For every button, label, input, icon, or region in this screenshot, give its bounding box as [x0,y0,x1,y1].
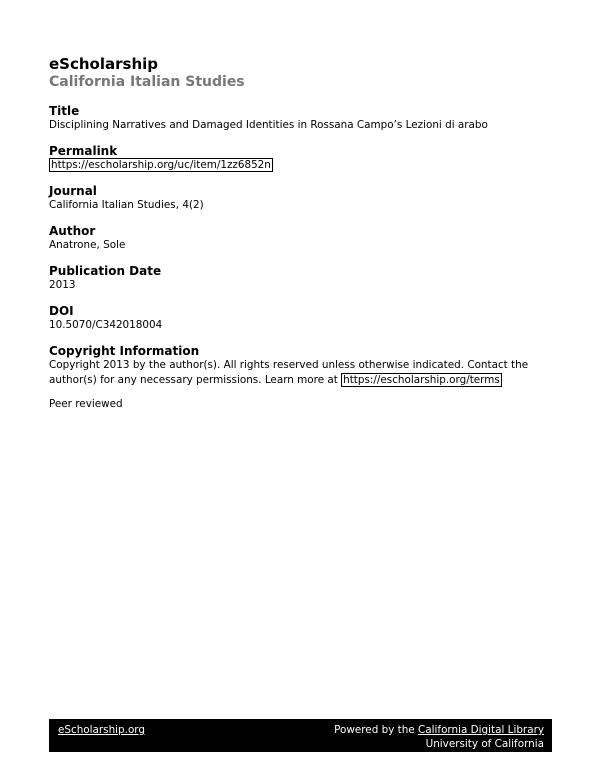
publication-date-value: 2013 [49,279,76,291]
author-value: Anatrone, Sole [49,239,126,251]
university-name: University of California [425,738,544,750]
journal-field [49,184,552,213]
author-label: Author [49,224,96,238]
document-page [49,55,552,412]
journal-value: California Italian Studies, 4(2) [49,199,204,211]
title-field [49,104,552,133]
doi-value: 10.5070/C342018004 [49,319,163,331]
escholarship-site-link[interactable]: eScholarship.org [58,724,145,736]
publication-date-field [49,264,552,293]
copyright-value [49,358,552,388]
permalink-label: Permalink [49,144,118,158]
permalink-field [49,144,552,173]
footer-left [58,723,145,737]
cdl-link[interactable]: California Digital Library [418,724,544,736]
publication-date-label: Publication Date [49,264,162,278]
brand-title: eScholarship [49,55,158,73]
doi-field [49,304,552,333]
powered-by-line [334,723,544,737]
permalink-link[interactable]: https://escholarship.org/uc/item/1zz6852n [51,159,271,171]
copyright-field [49,344,552,388]
powered-by-text: Powered by the [334,724,419,736]
peer-reviewed-note: Peer reviewed [49,398,123,410]
series-title: California Italian Studies [49,74,245,90]
author-field [49,224,552,253]
title-value: Disciplining Narratives and Damaged Identities in Rossana Campo’s Lezioni di arabo [49,119,488,131]
permalink-value [49,158,552,173]
footer-bar [49,719,552,752]
copyright-text: Copyright 2013 by the author(s). All rights reserved unless otherwise indicated. Contact the author(s) for any necessary permissions. Learn more at [49,359,529,386]
footer-right [334,723,544,751]
copyright-label: Copyright Information [49,344,200,358]
doi-label: DOI [49,304,74,318]
title-label: Title [49,104,80,118]
journal-label: Journal [49,184,97,198]
terms-link[interactable]: https://escholarship.org/terms [343,374,500,386]
